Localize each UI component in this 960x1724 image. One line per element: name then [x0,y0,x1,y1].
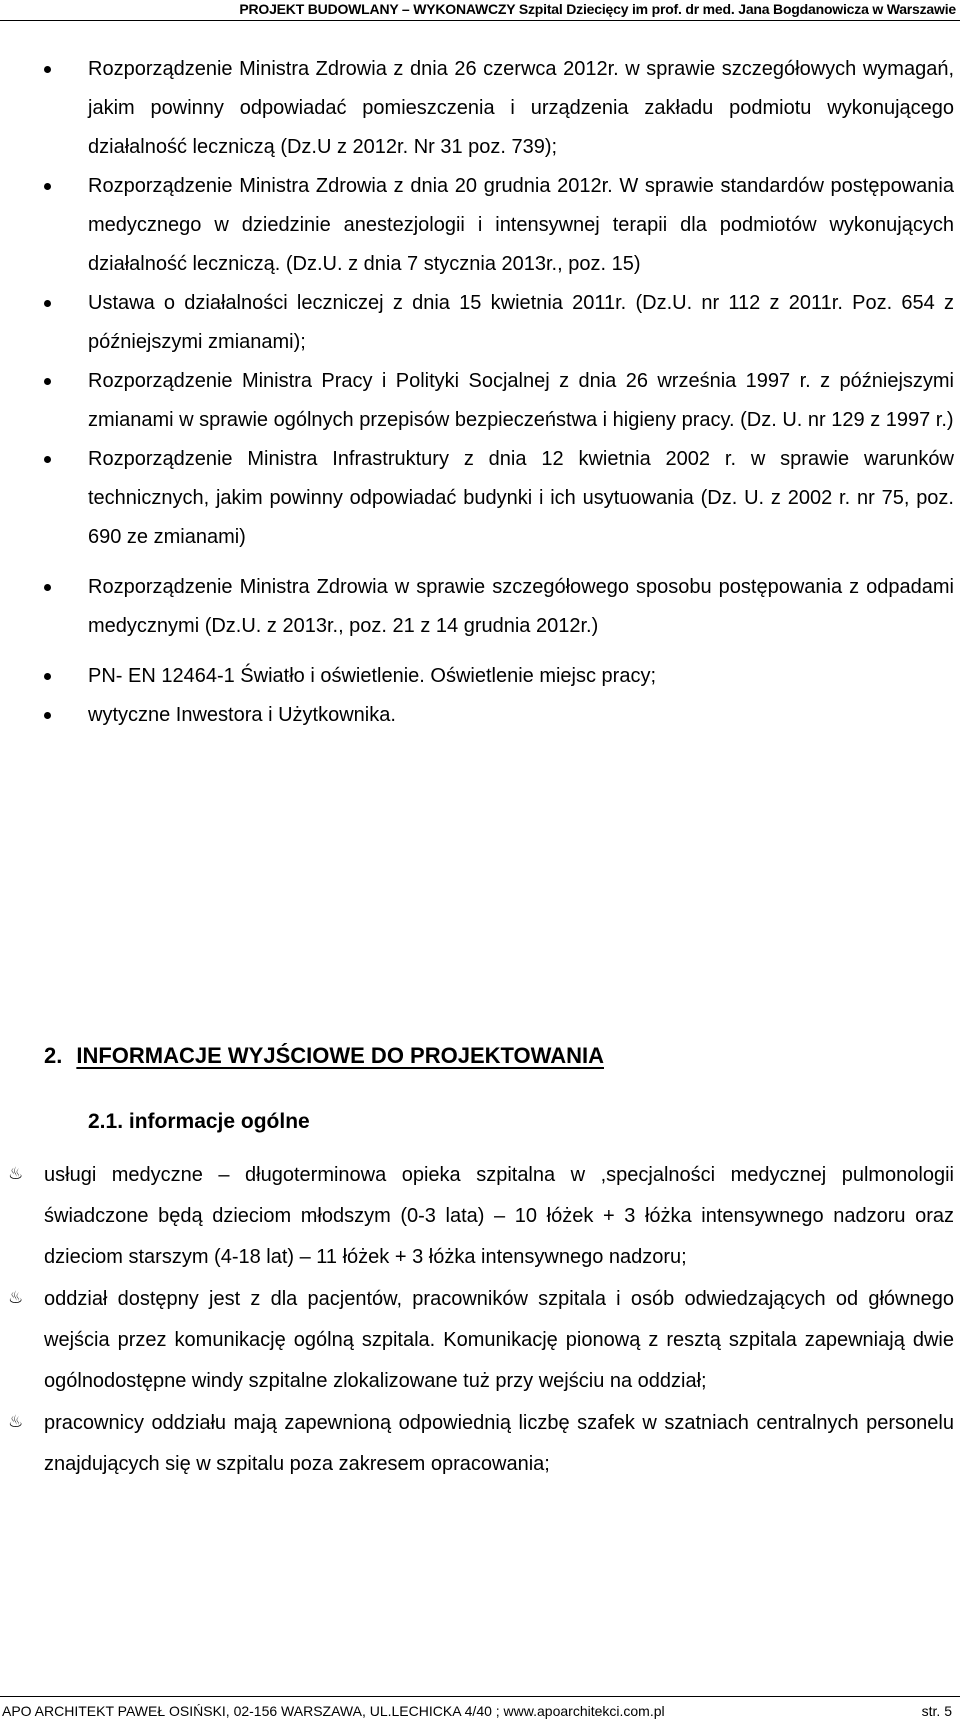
info-text: pracownicy oddziału mają zapewnioną odpowiednią liczbę szafek w szatniach centralnych personelu znajdujących się w szpitalu poza zakresem opracowania; [44,1412,954,1475]
hot-springs-icon: ♨ [8,1288,24,1308]
list-item [44,284,954,362]
bullet-dot-icon [44,300,51,307]
bullet-dot-icon [44,66,51,73]
page-footer [0,1696,960,1724]
list-item [44,440,954,557]
list-item [44,362,954,440]
list-item [0,1155,954,1278]
regulation-text: PN- EN 12464-1 Światło i oświetlenie. Oświetlenie miejsc pracy; [88,665,657,687]
bullet-dot-icon [44,183,51,190]
list-item [0,1279,954,1402]
general-info-list [0,1155,954,1486]
subsection-heading: 2.1. informacje ogólne [88,1110,310,1133]
regulation-text: Rozporządzenie Ministra Pracy i Polityki Socjalnej z dnia 26 września 1997 r. z późniejszymi zmianami w sprawie ogólnych przepisów bezpieczeństwa i higieny pracy. (Dz. U. nr 129 z 1997 r.) [88,370,954,431]
hot-springs-icon: ♨ [8,1412,24,1432]
regulations-list [44,50,954,735]
bullet-dot-icon [44,456,51,463]
list-item [0,1403,954,1485]
regulation-text: Rozporządzenie Ministra Zdrowia z dnia 20 grudnia 2012r. W sprawie standardów postępowania medycznego w dziedzinie anestezjologii i intensywnej terapii dla podmiotów wykonujących działalność leczniczą. (Dz.U. z dnia 7 stycznia 2013r., poz. 15) [88,175,954,275]
section-number: 2. [44,1043,63,1068]
page-header [0,0,960,21]
section-title: INFORMACJE WYJŚCIOWE DO PROJEKTOWANIA [76,1043,604,1068]
list-item [44,696,954,735]
list-item [44,167,954,284]
section-heading [44,1043,604,1069]
regulation-text: Rozporządzenie Ministra Zdrowia w sprawie szczegółowego sposobu postępowania z odpadami medycznymi (Dz.U. z 2013r., poz. 21 z 14 grudnia 2012r.) [88,576,954,637]
footer-company: APO ARCHITEKT PAWEŁ OSIŃSKI, 02-156 WARSZAWA, UL.LECHICKA 4/40 ; www.apoarchitekci.com.pl [2,1703,665,1719]
regulation-text: Ustawa o działalności leczniczej z dnia 15 kwietnia 2011r. (Dz.U. nr 112 z 2011r. Poz. 654 z późniejszymi zmianami); [88,292,954,353]
hot-springs-icon: ♨ [8,1164,24,1184]
regulation-text: Rozporządzenie Ministra Zdrowia z dnia 26 czerwca 2012r. w sprawie szczegółowych wymagań, jakim powinny odpowiadać pomieszczenia i urządzenia zakładu podmiotu wykonującego działalność leczniczą (Dz.U z 2012r. Nr 31 poz. 739); [88,58,954,158]
bullet-dot-icon [44,712,51,719]
regulation-text: Rozporządzenie Ministra Infrastruktury z dnia 12 kwietnia 2002 r. w sprawie warunków technicznych, jakim powinny odpowiadać budynki i ich usytuowania (Dz. U. z 2002 r. nr 75, poz. 690 ze zmianami) [88,448,954,548]
list-item [44,50,954,167]
bullet-dot-icon [44,584,51,591]
list-item [44,568,954,646]
bullet-dot-icon [44,378,51,385]
bullet-dot-icon [44,673,51,680]
list-item [44,657,954,696]
info-text: oddział dostępny jest z dla pacjentów, pracowników szpitala i osób odwiedzających od głównego wejścia przez komunikację ogólną szpitala. Komunikację pionową z resztą szpitala zapewniają dwie ogólnodostępne windy szpitalne zlokalizowane tuż przy wejściu na oddział; [44,1288,954,1392]
info-text: usługi medyczne – długoterminowa opieka szpitalna w ,specjalności medycznej pulmonologii świadczone będą dzieciom młodszym (0-3 lata) – 10 łóżek + 3 łóżka intensywnego nadzoru oraz dzieciom starszym (4-18 lat) – 11 łóżek + 3 łóżka intensywnego nadzoru; [44,1164,954,1268]
page-number: str. 5 [921,1703,952,1719]
regulation-text: wytyczne Inwestora i Użytkownika. [88,704,396,726]
header-text: PROJEKT BUDOWLANY – WYKONAWCZY Szpital Dziecięcy im prof. dr med. Jana Bogdanowicza w Warszawie [239,1,956,17]
